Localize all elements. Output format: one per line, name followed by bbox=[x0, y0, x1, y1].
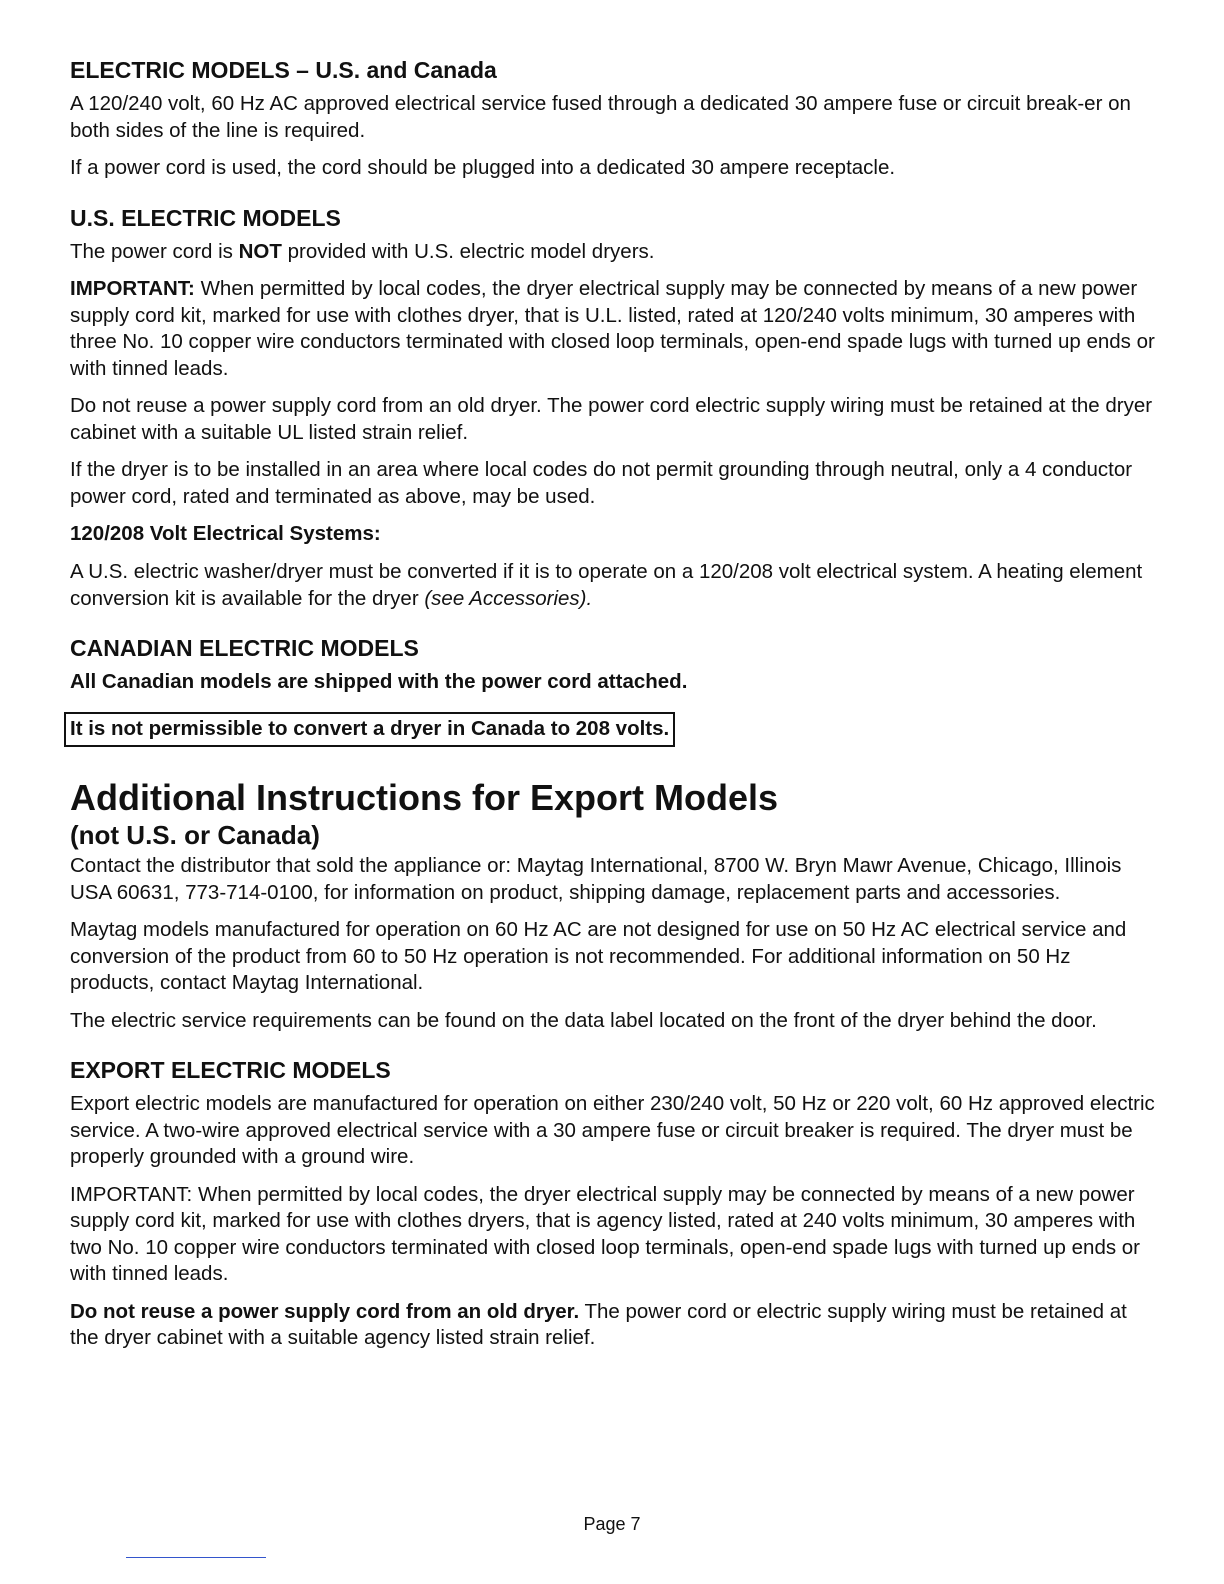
page-number: Page 7 bbox=[583, 1514, 641, 1534]
export-section bbox=[70, 777, 1160, 1034]
text-run: provided with U.S. electric model dryers. bbox=[281, 239, 655, 263]
page-subtitle: (not U.S. or Canada) bbox=[70, 820, 320, 850]
paragraph bbox=[70, 276, 1160, 382]
paragraph: Contact the distributor that sold the appliance or: Maytag International, 8700 W. Bryn Mawr Avenue, Chicago, Illinois USA 60631, 773-714-0100, for information on product, shipping damage, replacement parts and accessories. bbox=[70, 854, 1122, 904]
export-electric-section bbox=[70, 1056, 1160, 1352]
section-heading: CANADIAN ELECTRIC MODELS bbox=[70, 635, 419, 661]
emphasis-text: NOT bbox=[238, 239, 282, 263]
section-heading: EXPORT ELECTRIC MODELS bbox=[70, 1057, 391, 1083]
section-heading: U.S. ELECTRIC MODELS bbox=[70, 204, 341, 231]
bold-statement: All Canadian models are shipped with the power cord attached. bbox=[70, 670, 688, 693]
paragraph: If the dryer is to be installed in an area where local codes do not permit grounding through neutral, only a 4 conductor power cord, rated and terminated as above, may be used. bbox=[70, 458, 1133, 508]
paragraph: A 120/240 volt, 60 Hz AC approved electrical service fused through a dedicated 30 ampere fuse or circuit break-er on both sides of the line is required. bbox=[70, 92, 1131, 142]
document-page bbox=[70, 56, 1160, 1363]
important-label: IMPORTANT: bbox=[70, 277, 195, 300]
text-run: A U.S. electric washer/dryer must be converted if it is to operate on a 120/208 volt electrical system. A heating element conversion kit is available for the dryer bbox=[70, 560, 1143, 610]
emphasis-text: Do not reuse a power supply cord from an old dryer. bbox=[70, 1299, 580, 1323]
paragraph: Do not reuse a power supply cord from an old dryer. The power cord electric supply wiring must be retained at the dryer cabinet with a suitable UL listed strain relief. bbox=[70, 394, 1153, 444]
text-run: The power cord is bbox=[70, 239, 239, 263]
paragraph: Export electric models are manufactured for operation on either 230/240 volt, 50 Hz or 220 volt, 60 Hz approved electric service. A two-wire approved electrical service with a 30 ampere fuse or circuit breaker is required. The dryer must be properly grounded with a ground wire. bbox=[70, 1092, 1155, 1168]
boxed-warning: It is not permissible to convert a dryer in Canada to 208 volts. bbox=[64, 712, 675, 747]
paragraph bbox=[70, 559, 1160, 612]
paragraph bbox=[70, 239, 1160, 266]
page-title: Additional Instructions for Export Models bbox=[70, 777, 779, 818]
paragraph: The electric service requirements can be found on the data label located on the front of the dryer behind the door. bbox=[70, 1008, 1097, 1032]
us-electric-section bbox=[70, 204, 1160, 613]
electric-us-canada-section bbox=[70, 56, 1160, 182]
text-run: The power cord or electric supply wiring must be retained at the dryer cabinet with a suitable agency listed strain relief. bbox=[70, 1299, 1127, 1349]
paragraph: Maytag models manufactured for operation on 60 Hz AC are not designed for use on 50 Hz AC electrical service and conversion of the product from 60 to 50 Hz operation is not recommended. For additional information on 50 Hz products, contact Maytag International. bbox=[70, 918, 1127, 994]
paragraph bbox=[70, 1299, 1160, 1352]
divider bbox=[126, 1557, 266, 1558]
section-heading: ELECTRIC MODELS – U.S. and Canada bbox=[70, 57, 497, 83]
paragraph: IMPORTANT: When permitted by local codes, the dryer electrical supply may be connected by means of a new power supply cord kit, marked for use with clothes dryers, that is agency listed, rated at 240 volts minimum, 30 amperes with two No. 10 copper wire conductors terminated with closed loop terminals, open-end spade lugs with turned up ends or with tinned leads. bbox=[70, 1182, 1141, 1285]
paragraph: If a power cord is used, the cord should be plugged into a dedicated 30 ampere receptacle. bbox=[70, 156, 896, 179]
text-run: When permitted by local codes, the dryer electrical supply may be connected by means of a new power supply cord kit, marked for use with clothes dryer, that is U.L. listed, rated at 120/240 volts minimum, 30 amperes with three No. 10 copper wire conductors terminated with closed loop terminals, open-end spade lugs with turned up ends or with tinned leads. bbox=[70, 277, 1155, 380]
accessories-reference: (see Accessories). bbox=[424, 586, 593, 610]
subsection-heading: 120/208 Volt Electrical Systems: bbox=[70, 522, 381, 545]
canadian-section bbox=[70, 634, 1160, 747]
